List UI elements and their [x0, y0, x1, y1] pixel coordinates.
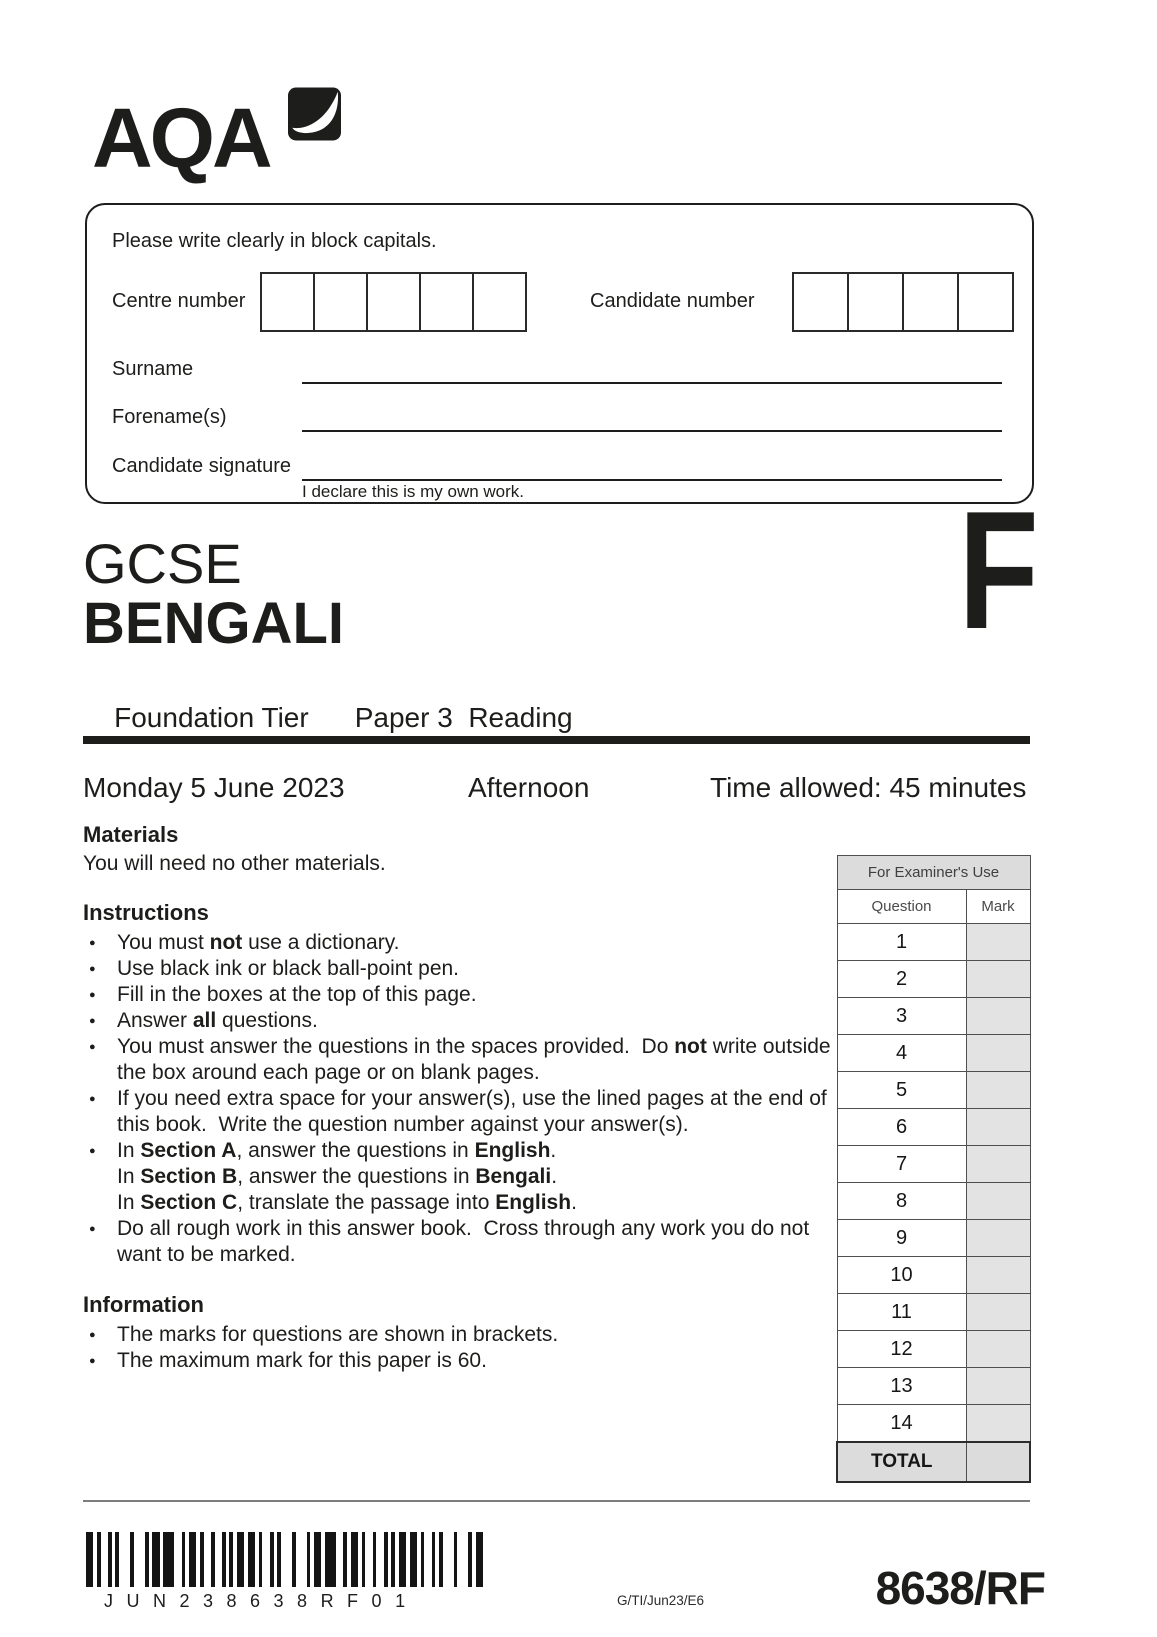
instruction-item: ● Use black ink or black ball-point pen.	[83, 956, 841, 982]
qualification-title: GCSE	[83, 532, 242, 595]
instruction-item: ● You must answer the questions in the spaces provided. Do not write outside the box around each page or on blank pages.	[83, 1034, 841, 1086]
question-number: 12	[837, 1331, 966, 1368]
barcode-text: JUN238638RF01	[104, 1591, 419, 1611]
question-number: 2	[837, 961, 966, 998]
paper-label: Paper 3 Reading	[354, 702, 573, 733]
paper-title-line	[83, 670, 573, 766]
declaration-note: I declare this is my own work.	[302, 482, 525, 501]
entry-cell	[421, 272, 474, 332]
examiner-total-row	[837, 1442, 1030, 1482]
entry-cell	[904, 272, 959, 332]
mark-cell	[966, 1220, 1030, 1257]
examiner-row	[837, 1331, 1030, 1368]
mark-cell	[966, 1294, 1030, 1331]
centre-number-label: Centre number	[112, 290, 246, 312]
mark-cell	[966, 1035, 1030, 1072]
total-mark-cell	[966, 1442, 1030, 1482]
entry-cell	[260, 272, 315, 332]
mark-cell	[966, 961, 1030, 998]
title-divider	[83, 736, 1030, 744]
examiner-row	[837, 1183, 1030, 1220]
instruction-item: ● Do all rough work in this answer book. Cross through any work you do not want to be marked.	[83, 1216, 841, 1268]
paper-code: 8638/RF	[875, 1562, 1045, 1614]
signature-label: Candidate signature	[112, 455, 292, 477]
examiner-row	[837, 1257, 1030, 1294]
examiner-row	[837, 1368, 1030, 1405]
examiner-row	[837, 924, 1030, 961]
entry-cell	[959, 272, 1014, 332]
signature-entry-line	[302, 479, 1002, 481]
instruction-item: ● Answer all questions.	[83, 1008, 841, 1034]
entry-cell	[792, 272, 849, 332]
examiner-row	[837, 1109, 1030, 1146]
examiner-row	[837, 1405, 1030, 1443]
question-number: 13	[837, 1368, 966, 1405]
materials-body: You will need no other materials.	[83, 852, 386, 875]
entry-cell	[368, 272, 421, 332]
question-number: 5	[837, 1072, 966, 1109]
candidate-number-label: Candidate number	[590, 290, 755, 312]
examiner-row	[837, 1294, 1030, 1331]
question-number: 1	[837, 924, 966, 961]
mark-cell	[966, 1183, 1030, 1220]
examiner-table	[836, 855, 1031, 1483]
instruction-item: ● In Section A, answer the questions in English. In Section B, answer the questions in Bengali. In Section C, translate the passage into English.	[83, 1138, 841, 1216]
mark-cell	[966, 1109, 1030, 1146]
surname-entry-line	[302, 382, 1002, 384]
question-number: 14	[837, 1405, 966, 1443]
question-col-header: Question	[837, 890, 966, 924]
examiner-row	[837, 1035, 1030, 1072]
examiner-row	[837, 961, 1030, 998]
exam-session: Afternoon	[468, 772, 590, 803]
materials-heading: Materials	[83, 822, 179, 847]
mark-cell	[966, 1146, 1030, 1183]
tier-label: Foundation Tier	[114, 702, 309, 733]
information-item: ● The marks for questions are shown in brackets.	[83, 1322, 841, 1348]
print-code: G/TI/Jun23/E6	[617, 1593, 705, 1608]
mark-cell	[966, 998, 1030, 1035]
question-number: 3	[837, 998, 966, 1035]
instructions-heading: Instructions	[83, 900, 209, 925]
subject-title: BENGALI	[83, 591, 344, 656]
block-capitals-note: Please write clearly in block capitals.	[112, 230, 437, 252]
instruction-item: ● You must not use a dictionary.	[83, 930, 841, 956]
question-number: 7	[837, 1146, 966, 1183]
instruction-item: ● Fill in the boxes at the top of this page.	[83, 982, 841, 1008]
candidate-details-box	[85, 203, 1034, 504]
question-number: 8	[837, 1183, 966, 1220]
forenames-label: Forename(s)	[112, 406, 227, 428]
examiner-table-header-row	[837, 890, 1030, 924]
examiner-row	[837, 998, 1030, 1035]
surname-label: Surname	[112, 358, 194, 380]
mark-cell	[966, 1331, 1030, 1368]
front-cover-text	[83, 822, 841, 1374]
entry-cell	[315, 272, 368, 332]
question-number: 6	[837, 1109, 966, 1146]
centre-number-cells	[260, 272, 527, 332]
barcode	[86, 1532, 484, 1587]
forenames-entry-line	[302, 430, 1002, 432]
question-number: 9	[837, 1220, 966, 1257]
instructions-list	[83, 930, 841, 1268]
information-heading: Information	[83, 1292, 204, 1317]
mark-cell	[966, 1405, 1030, 1443]
mark-col-header: Mark	[966, 890, 1030, 924]
examiner-row	[837, 1072, 1030, 1109]
examiner-row	[837, 1146, 1030, 1183]
mark-cell	[966, 1072, 1030, 1109]
tier-letter: F	[958, 476, 1039, 664]
aqa-leaf-icon	[288, 87, 341, 141]
examiner-rows	[837, 924, 1030, 1483]
entry-cell	[474, 272, 527, 332]
information-list	[83, 1322, 841, 1374]
total-label: TOTAL	[837, 1442, 966, 1482]
exam-date: Monday 5 June 2023	[83, 772, 345, 803]
examiner-table-title: For Examiner's Use	[837, 856, 1030, 890]
mark-cell	[966, 1368, 1030, 1405]
mark-cell	[966, 1257, 1030, 1294]
question-number: 10	[837, 1257, 966, 1294]
mark-cell	[966, 924, 1030, 961]
aqa-logo-text: AQA	[92, 91, 270, 185]
question-number: 11	[837, 1294, 966, 1331]
instruction-item: ● If you need extra space for your answer(s), use the lined pages at the end of this book. Write the question number against your answer(s).	[83, 1086, 841, 1138]
information-item: ● The maximum mark for this paper is 60.	[83, 1348, 841, 1374]
question-number: 4	[837, 1035, 966, 1072]
examiner-table-title-row	[837, 856, 1030, 890]
time-allowed: Time allowed: 45 minutes	[710, 772, 1027, 803]
footer-divider	[83, 1500, 1030, 1502]
examiner-row	[837, 1220, 1030, 1257]
entry-cell	[849, 272, 904, 332]
candidate-number-cells	[792, 272, 1014, 332]
